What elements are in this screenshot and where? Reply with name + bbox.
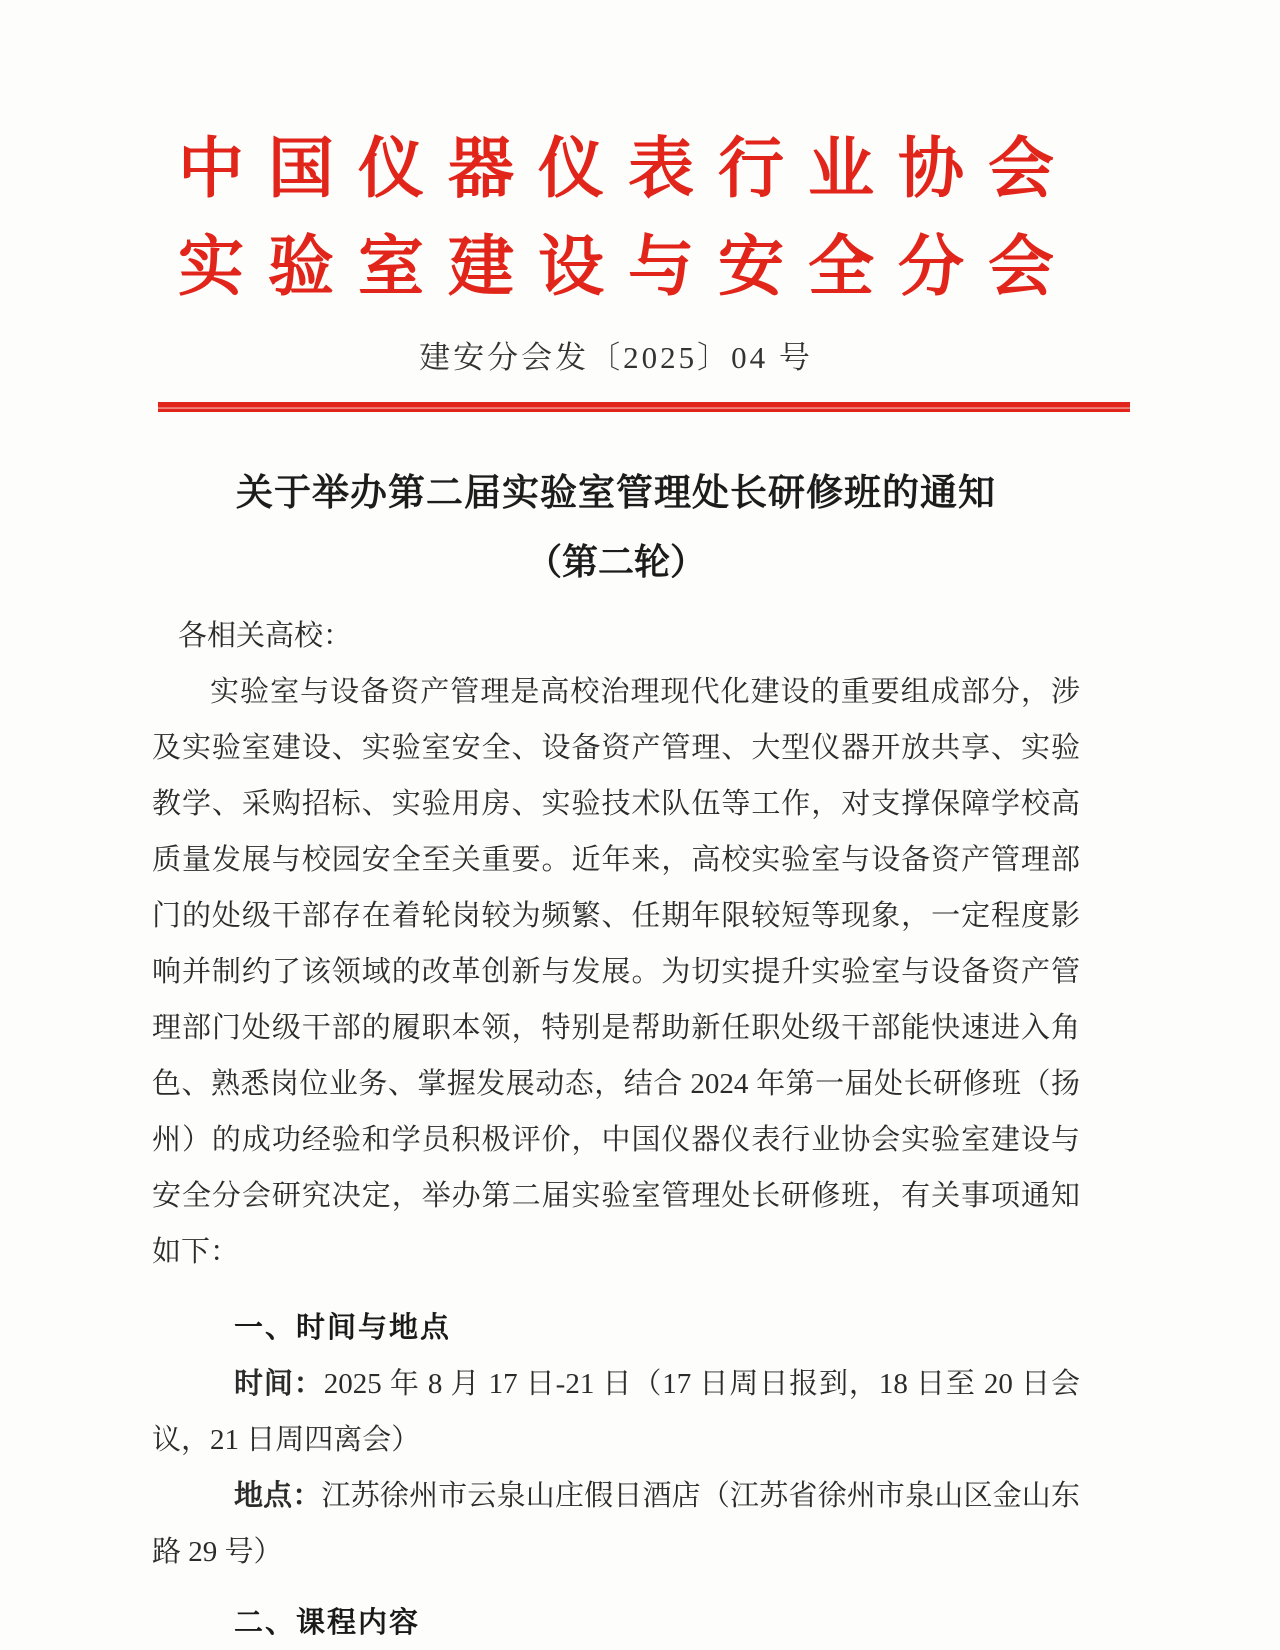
venue-line-1 [152, 1468, 1080, 1524]
time-value-line1: 2025 年 8 月 17 日-21 日（17 日周日报到，18 日至 20 日会 [323, 1368, 1080, 1400]
section1-heading: 一、时间与地点 [234, 1312, 452, 1344]
intro-line: 安全分会研究决定，举办第二届实验室管理处长研修班，有关事项通知 [152, 1180, 1080, 1212]
intro-line: 响并制约了该领域的改革创新与发展。为切实提升实验室与设备资产管 [152, 956, 1080, 988]
intro-line: 理部门处级干部的履职本领，特别是帮助新任职处级干部能快速进入角 [152, 1012, 1080, 1044]
red-separator-rule [158, 402, 1130, 412]
doc-number: 建安分会发〔2025〕04 号 [419, 340, 813, 375]
venue-value-line1: 江苏徐州市云泉山庄假日酒店（江苏省徐州市泉山区金山东 [321, 1480, 1080, 1512]
salutation: 各相关高校： [178, 620, 353, 652]
venue-line-2: 路 29 号） [152, 1536, 283, 1568]
intro-line: 门的处级干部存在着轮岗较为频繁、任期年限较短等现象，一定程度影 [152, 900, 1080, 932]
intro-line: 州）的成功经验和学员积极评价，中国仪器仪表行业协会实验室建设与 [152, 1124, 1080, 1156]
time-line-2: 议，21 日周四离会） [152, 1424, 421, 1456]
notice-title: 关于举办第二届实验室管理处长研修班的通知 [236, 472, 996, 513]
venue-label: 地点： [234, 1480, 322, 1512]
intro-line: 色、熟悉岗位业务、掌握发展动态，结合 2024 年第一届处长研修班（扬 [152, 1068, 1080, 1100]
time-line-1 [152, 1356, 1080, 1412]
org-name-line2: 实验室建设与安全分会 [178, 231, 1078, 304]
org-name-line1: 中国仪器仪表行业协会 [178, 133, 1078, 206]
intro-line: 教学、采购招标、实验用房、实验技术队伍等工作，对支撑保障学校高 [152, 788, 1080, 820]
intro-line: 质量发展与校园安全至关重要。近年来，高校实验室与设备资产管理部 [152, 844, 1080, 876]
intro-line: 实验室与设备资产管理是高校治理现代化建设的重要组成部分，涉 [210, 676, 1080, 708]
time-label: 时间： [234, 1368, 324, 1400]
intro-line: 如下： [152, 1236, 240, 1268]
section2-heading: 二、课程内容 [234, 1607, 421, 1639]
intro-line: 及实验室建设、实验室安全、设备资产管理、大型仪器开放共享、实验 [152, 732, 1080, 764]
notice-subtitle: （第二轮） [525, 541, 706, 582]
notice-body [152, 608, 1080, 1650]
